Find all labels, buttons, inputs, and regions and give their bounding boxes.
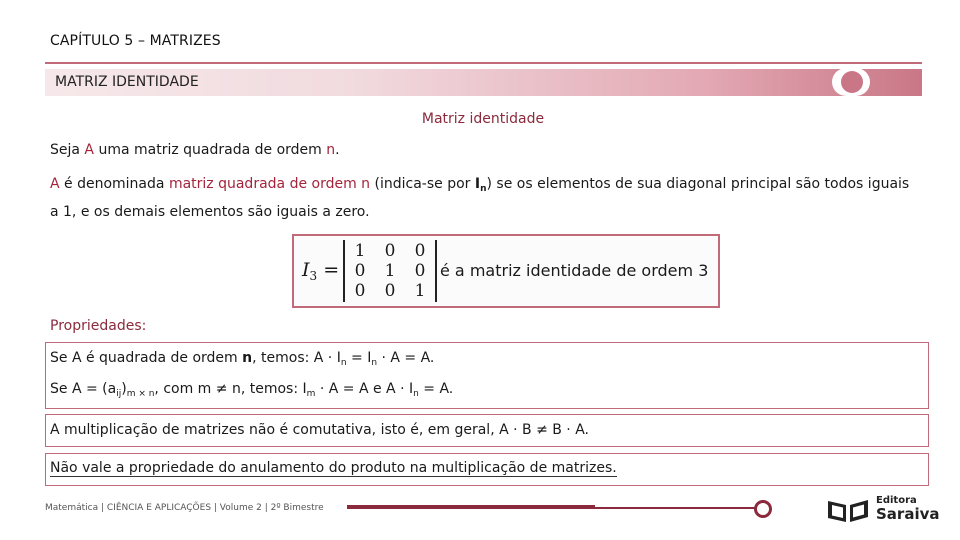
properties-box: [45, 342, 929, 409]
matrix-cell: 0: [384, 241, 396, 261]
logo-text-top: Editora: [876, 495, 917, 506]
banner-dot-icon: [832, 68, 870, 96]
content-heading: Matriz identidade: [421, 111, 545, 127]
matrix-row: [345, 261, 435, 282]
section-title: MATRIZ IDENTIDADE: [55, 74, 199, 90]
formula-description: é a matriz identidade de ordem 3: [440, 261, 709, 280]
header-divider: [45, 62, 922, 64]
footer-line-thin: [595, 507, 755, 509]
matrix-cell: 1: [384, 261, 396, 281]
matrix-cell: 0: [414, 261, 426, 281]
matrix-cell: 1: [414, 281, 426, 301]
chapter-title: CAPÍTULO 5 – MATRIZES: [50, 33, 221, 49]
logo-text-bottom: Saraiva: [876, 505, 940, 523]
null-product-box: [45, 453, 929, 486]
property-non-commutative: A multiplicação de matrizes não é comutativa, isto é, em geral, A · B ≠ B · A.: [50, 422, 589, 438]
matrix-cell: 0: [384, 281, 396, 301]
footer-text: Matemática | CIÊNCIA E APLICAÇÕES | Volume 2 | 2º Bimestre: [45, 503, 324, 513]
formula-lhs: $I_3$ =: [302, 259, 340, 283]
matrix-row: [345, 281, 435, 302]
matrix-cell: 0: [354, 281, 366, 301]
identity-formula-box: [292, 234, 720, 308]
open-book-icon: [826, 497, 870, 523]
footer-line-thick: [347, 505, 595, 509]
property-square: Se A é quadrada de ordem n, temos: $A \cdot I_n = I_n \cdot A = A$.: [50, 350, 435, 368]
matrix-cell: 1: [354, 241, 366, 261]
footer-circle-icon: [754, 500, 772, 518]
property-null-product: Não vale a propriedade do anulamento do produto na multiplicação de matrizes.: [50, 460, 617, 476]
non-commutative-box: [45, 414, 929, 447]
matrix-cell: 0: [354, 261, 366, 281]
properties-title: Propriedades:: [50, 318, 147, 334]
property-rectangular: Se $A = (a_{ij})_{m \times n}$, com m ≠ n, temos: $I_m \cdot A = A$ e $A \cdot I_n = A$.: [50, 381, 454, 399]
identity-matrix: [343, 240, 437, 302]
definition-text: A é denominada matriz quadrada de ordem n (indica-se por $I_n$) se os elementos de sua diagonal principal são todos iguais a 1, e os demais elementos são iguais a zero.: [50, 176, 910, 220]
definition-intro: Seja A uma matriz quadrada de ordem n.: [50, 142, 340, 158]
matrix-row: [345, 241, 435, 262]
matrix-cell: 0: [414, 241, 426, 261]
publisher-logo: [826, 495, 941, 525]
section-banner: [45, 69, 922, 96]
